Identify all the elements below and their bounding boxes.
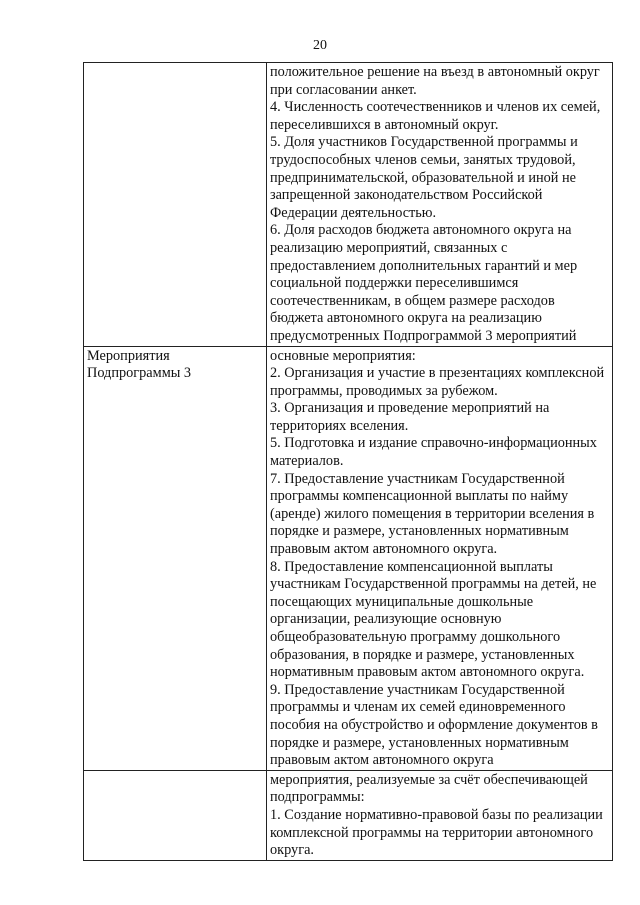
row-label-cell — [84, 770, 267, 860]
paragraph: 9. Предоставление участникам Государственной программы и членам их семей единовременного пособия на обустройство и оформление документов в порядке и размере, установленных нормативным правовым актом автономного округа — [270, 681, 598, 769]
paragraph: 3. Организация и проведение мероприятий на территориях вселения. — [270, 400, 550, 434]
row-label-cell — [84, 63, 267, 347]
paragraph: мероприятия, реализуемые за счёт обеспечивающей подпрограммы: — [270, 771, 588, 806]
paragraph: 2. Организация и участие в презентациях комплексной программы, проводимых за рубежом. — [270, 365, 605, 399]
row-label: Мероприятия Подпрограммы 3 — [87, 347, 192, 382]
paragraph: 4. Численность соотечественников и членов их семей, переселившихся в автономный округ. — [270, 99, 601, 133]
paragraph: 8. Предоставление компенсационной выплаты участникам Государственной программы на детей, не посещающих муниципальные дошкольные организации, реализующие основную общеобразовательную программу дошкольного образования, в порядке и размере, установленных нормативным правовым актом автономного округа. — [270, 558, 597, 681]
paragraph: положительное решение на въезд в автономный округ при согласовании анкет. — [270, 64, 600, 98]
page-number: 20 — [313, 38, 327, 53]
row-content-cell — [267, 346, 613, 770]
table-row — [84, 770, 613, 860]
program-table — [83, 62, 613, 861]
row-label-cell — [84, 346, 267, 770]
paragraph: 7. Предоставление участникам Государственной программы компенсационной выплаты по найму (аренде) жилого помещения в территории вселения в порядке и размере, установленных нормативным правовым актом автономного округа. — [270, 470, 595, 558]
row-content-cell — [267, 770, 613, 860]
table-row — [84, 63, 613, 347]
paragraph: 5. Подготовка и издание справочно-информационных материалов. — [270, 435, 597, 470]
row-content-cell — [267, 63, 613, 347]
paragraph: 6. Доля расходов бюджета автономного округа на реализацию мероприятий, связанных с предоставлением дополнительных гарантий и мер социальной поддержки переселившимся соотечественникам, в общем размере расходов бюджета автономного округа на реализацию предусмотренных Подпрограммой 3 мероприятий — [270, 222, 578, 344]
paragraph: 5. Доля участников Государственной программы и трудоспособных членов семьи, занятых трудовой, предпринимательской, образовательной и иной не запрещенной законодательством Российской Федерации деятельностью. — [270, 134, 578, 221]
paragraph: основные мероприятия: — [270, 347, 416, 364]
table-row — [84, 346, 613, 770]
paragraph: 1. Создание нормативно-правовой базы по реализации комплексной программы на территории автономного округа. — [270, 806, 603, 859]
